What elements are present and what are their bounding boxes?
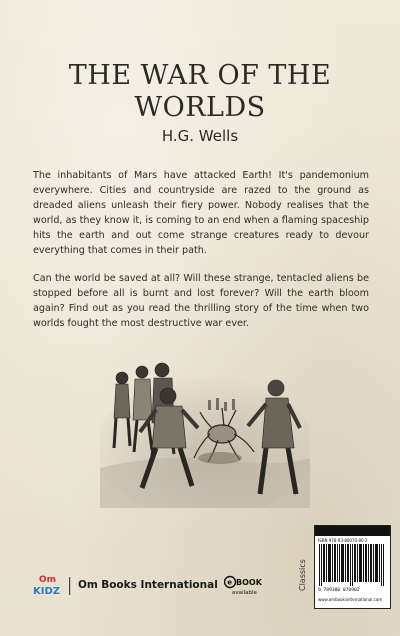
series-label: Classics xyxy=(298,559,307,591)
publisher-name-rest: Books International xyxy=(101,579,218,591)
barcode-header xyxy=(315,526,390,536)
svg-text:e: e xyxy=(227,578,233,587)
ebook-available-badge xyxy=(224,573,264,597)
publisher-url: www.ombooksinternational.com xyxy=(318,597,383,602)
blurb-paragraph-1: The inhabitants of Mars have attacked Earth! It's pandemonium everywhere. Cities and countryside are razed to the ground as dreaded aliens unleash their fiery power. Nobody realises that the world, as they know it, is coming to an end when a flaming spaceship hits the earth and out come strange creatures ready to devour everything that comes in their path. xyxy=(33,170,369,256)
blurb-paragraph-2: Can the world be saved at all? Will these strange, tentacled aliens be stopped before all is burnt and lost forever? Will the earth bloom again? Find out as you read the thrilling story of the time when two worlds fought the most destructive war ever. xyxy=(33,273,369,329)
publisher-block xyxy=(33,572,218,598)
barcode-bars xyxy=(319,544,385,586)
isbn-digits: 9 789380 070902 xyxy=(318,588,360,593)
barcode-panel xyxy=(314,525,391,609)
book-title-line1: THE WAR OF THE xyxy=(68,60,332,91)
book-title-line2: WORLDS xyxy=(134,92,266,123)
illustration-alien-attack xyxy=(100,348,310,508)
isbn-label: ISBN 978-93-80070-90-2 xyxy=(318,538,368,543)
om-kidz-logo xyxy=(33,572,75,598)
book-author: H.G. Wells xyxy=(161,127,239,145)
publisher-name xyxy=(78,579,218,591)
ebook-line2: available xyxy=(232,590,257,596)
ebook-line1: BOOK xyxy=(236,578,262,587)
logo-text-bottom: KIDZ xyxy=(33,586,61,597)
publisher-name-om: Om xyxy=(78,579,98,591)
logo-text-top: Om xyxy=(39,575,57,585)
